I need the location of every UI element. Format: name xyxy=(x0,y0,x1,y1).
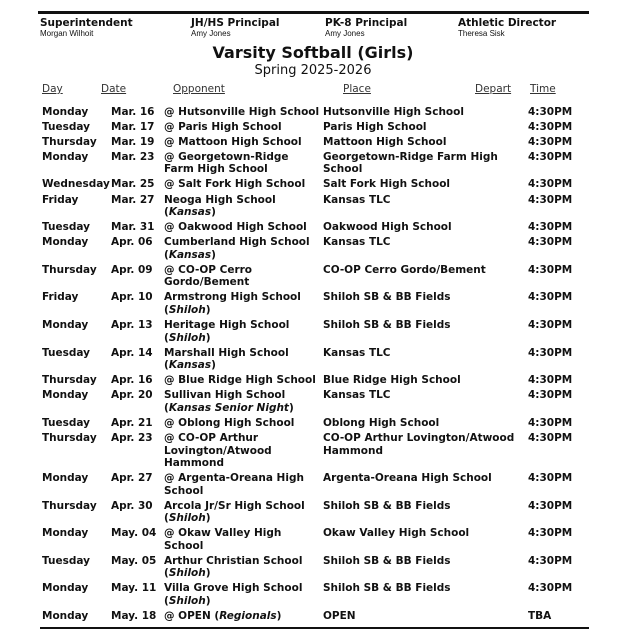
cell-place: Shiloh SB & BB Fields xyxy=(323,582,451,595)
column-header-opponent: Opponent xyxy=(173,83,225,95)
cell-date: Mar. 25 xyxy=(111,178,155,191)
cell-day: Wednesday xyxy=(42,178,110,191)
cell-date: Mar. 27 xyxy=(111,193,155,206)
table-row xyxy=(40,316,589,344)
staff-title: Superintendent xyxy=(40,17,133,29)
cell-time: 4:30PM xyxy=(528,150,573,163)
cell-time: 4:30PM xyxy=(528,120,573,133)
opponent-note: Shiloh xyxy=(168,512,206,525)
cell-time: 4:30PM xyxy=(528,554,573,567)
opponent-name: Sullivan High School xyxy=(164,389,286,402)
cell-day: Tuesday xyxy=(42,416,90,429)
cell-opponent: Arthur Christian School (Shiloh) xyxy=(164,554,303,580)
cell-day: Tuesday xyxy=(42,120,90,133)
cell-place: Kansas TLC xyxy=(323,389,391,402)
opponent-note: Kansas Senior Night xyxy=(168,401,289,414)
opponent-note: Shiloh xyxy=(168,331,206,344)
cell-date: Apr. 14 xyxy=(111,346,153,359)
cell-day: Monday xyxy=(42,472,89,485)
column-header-date: Date xyxy=(101,83,127,95)
column-header-time: Time xyxy=(530,83,556,95)
table-row xyxy=(40,219,589,234)
column-header-depart: Depart xyxy=(475,83,512,95)
table-row xyxy=(40,118,589,133)
cell-place: Blue Ridge High School xyxy=(323,374,461,387)
cell-date: Apr. 23 xyxy=(111,432,153,444)
cell-time: 4:30PM xyxy=(528,319,573,332)
cell-day: Monday xyxy=(42,389,89,402)
cell-place: Salt Fork High School xyxy=(323,178,451,191)
opponent-name: @ Okaw Valley High School xyxy=(164,527,282,552)
cell-date: May. 04 xyxy=(111,527,157,540)
cell-date: Apr. 16 xyxy=(111,374,153,387)
cell-date: Mar. 31 xyxy=(111,221,155,234)
cell-opponent xyxy=(164,178,323,191)
cell-day: Thursday xyxy=(42,499,97,512)
cell-opponent xyxy=(164,151,323,176)
staff-name: Amy Jones xyxy=(191,29,231,38)
staff-title: Athletic Director xyxy=(458,17,557,29)
table-row xyxy=(40,580,589,608)
opponent-name: @ Argenta-Oreana High School xyxy=(164,472,304,497)
cell-place: Oakwood High School xyxy=(323,221,452,234)
cell-place: Georgetown-Ridge Farm High School xyxy=(323,150,498,176)
opponent-note: Kansas xyxy=(168,359,212,372)
staff-name: Amy Jones xyxy=(325,29,365,38)
cell-opponent xyxy=(164,527,323,552)
cell-day: Thursday xyxy=(42,374,97,387)
table-row xyxy=(40,261,589,289)
cell-place: OPEN xyxy=(323,610,356,623)
cell-day: Tuesday xyxy=(42,221,90,234)
cell-day: Thursday xyxy=(42,263,97,276)
opponent-name: Villa Grove High School xyxy=(164,582,303,595)
cell-date: Apr. 10 xyxy=(111,291,153,304)
opponent-name: Arthur Christian School xyxy=(164,554,303,567)
cell-time: 4:30PM xyxy=(528,346,573,359)
cell-time: 4:30PM xyxy=(528,221,573,234)
cell-time: 4:30PM xyxy=(528,291,573,304)
page-title: Varsity Softball (Girls) xyxy=(212,43,414,62)
cell-opponent: Villa Grove High School (Shiloh) xyxy=(164,582,303,607)
cell-time: TBA xyxy=(528,610,552,623)
opponent-name: @ Oakwood High School xyxy=(164,221,307,234)
cell-place: Paris High School xyxy=(323,120,427,133)
cell-day: Thursday xyxy=(42,432,97,444)
cell-day: Monday xyxy=(42,236,89,249)
cell-date: Mar. 17 xyxy=(111,120,155,133)
cell-time: 4:30PM xyxy=(528,374,573,387)
page-subtitle: Spring 2025-2026 xyxy=(254,63,372,78)
opponent-name: Heritage High School xyxy=(164,319,290,332)
cell-place: Shiloh SB & BB Fields xyxy=(323,319,451,332)
cell-day: Monday xyxy=(42,150,89,163)
cell-date: Apr. 27 xyxy=(111,472,153,485)
cell-time: 4:30PM xyxy=(528,472,573,485)
cell-opponent xyxy=(164,374,323,387)
cell-time: 4:30PM xyxy=(528,105,573,118)
cell-opponent xyxy=(164,106,323,119)
column-header-place: Place xyxy=(343,83,371,95)
top-rule xyxy=(38,11,589,14)
staff-title: JH/HS Principal xyxy=(191,17,280,29)
cell-date: Apr. 20 xyxy=(111,389,153,402)
cell-place: Okaw Valley High School xyxy=(323,527,470,540)
table-row xyxy=(40,234,589,262)
opponent-name: @ CO-OP Arthur Lovington/Atwood Hammond xyxy=(164,432,272,469)
cell-date: Apr. 09 xyxy=(111,263,153,276)
table-row xyxy=(40,414,589,429)
table-row xyxy=(40,429,589,469)
cell-day: Monday xyxy=(42,319,89,332)
cell-place: Shiloh SB & BB Fields xyxy=(323,499,451,512)
cell-place: Kansas TLC xyxy=(323,236,391,249)
cell-place: Mattoon High School xyxy=(323,135,447,148)
cell-opponent xyxy=(164,121,323,134)
staff-name: Morgan Wilhoit xyxy=(40,29,94,38)
table-row xyxy=(40,344,589,372)
cell-place: Shiloh SB & BB Fields xyxy=(323,554,451,567)
cell-place: Argenta-Oreana High School xyxy=(323,472,492,485)
table-row xyxy=(40,525,589,553)
table-row xyxy=(40,497,589,525)
table-row xyxy=(40,387,589,415)
cell-date: Mar. 23 xyxy=(111,150,155,163)
opponent-name: Cumberland High School xyxy=(164,236,310,249)
opponent-name: @ Hutsonville High School xyxy=(164,105,320,118)
cell-date: May. 05 xyxy=(111,554,157,567)
cell-opponent xyxy=(164,472,323,497)
cell-day: Tuesday xyxy=(42,346,90,359)
opponent-name: @ Georgetown-Ridge Farm High School xyxy=(164,150,289,176)
table-row xyxy=(40,103,589,118)
column-header-day: Day xyxy=(42,83,63,95)
table-row xyxy=(40,607,589,622)
cell-time: 4:30PM xyxy=(528,582,573,595)
cell-place: Kansas TLC xyxy=(323,193,391,206)
table-row xyxy=(40,191,589,219)
staff-title: PK-8 Principal xyxy=(325,17,408,29)
opponent-name: @ CO-OP Cerro Gordo/Bement xyxy=(164,263,253,289)
cell-time: 4:30PM xyxy=(528,236,573,249)
cell-date: Apr. 21 xyxy=(111,416,153,429)
cell-opponent: Armstrong High School (Shiloh) xyxy=(164,291,301,316)
opponent-name: @ Mattoon High School xyxy=(164,135,302,148)
table-row xyxy=(40,470,589,498)
cell-date: Mar. 16 xyxy=(111,105,155,118)
opponent-name: @ Blue Ridge High School xyxy=(164,374,316,387)
cell-opponent: Arcola Jr/Sr High School (Shiloh) xyxy=(164,499,305,525)
cell-day: Monday xyxy=(42,527,89,540)
cell-day: Thursday xyxy=(42,135,97,148)
cell-opponent xyxy=(164,264,323,289)
opponent-name: @ OPEN xyxy=(164,610,211,623)
cell-date: May. 18 xyxy=(111,610,157,623)
cell-time: 4:30PM xyxy=(528,135,573,148)
cell-time: 4:30PM xyxy=(528,389,573,402)
cell-time: 4:30PM xyxy=(528,527,573,540)
cell-day: Monday xyxy=(42,610,89,623)
cell-opponent: Heritage High School (Shiloh) xyxy=(164,319,290,344)
cell-place: Hutsonville High School xyxy=(323,105,464,118)
cell-opponent: Marshall High School (Kansas) xyxy=(164,346,289,372)
opponent-name: @ Paris High School xyxy=(164,120,282,133)
opponent-name: @ Oblong High School xyxy=(164,416,295,429)
cell-time: 4:30PM xyxy=(528,178,573,191)
cell-date: Mar. 19 xyxy=(111,135,155,148)
cell-opponent xyxy=(164,136,323,149)
cell-place: Shiloh SB & BB Fields xyxy=(323,291,451,304)
table-row xyxy=(40,372,589,387)
cell-opponent: Cumberland High School (Kansas) xyxy=(164,236,310,261)
cell-date: May. 11 xyxy=(111,582,157,595)
cell-day: Friday xyxy=(42,291,79,304)
cell-day: Monday xyxy=(42,582,89,595)
staff-name: Theresa Sisk xyxy=(458,29,505,38)
staff-athletic-director xyxy=(458,17,556,38)
opponent-note: Regionals xyxy=(219,610,277,623)
table-row xyxy=(40,148,589,176)
opponent-note: Shiloh xyxy=(168,594,206,607)
cell-time: 4:30PM xyxy=(528,432,573,444)
cell-time: 4:30PM xyxy=(528,416,573,429)
staff-jhhs-principal xyxy=(191,17,280,38)
cell-day: Tuesday xyxy=(42,554,90,567)
opponent-name: Armstrong High School xyxy=(164,291,301,304)
table-row xyxy=(40,176,589,191)
cell-time: 4:30PM xyxy=(528,499,573,512)
cell-opponent xyxy=(164,417,323,430)
opponent-note: Shiloh xyxy=(168,303,206,316)
bottom-rule xyxy=(40,627,589,629)
cell-time: 4:30PM xyxy=(528,263,573,276)
staff-pk8-principal xyxy=(325,17,407,38)
cell-date: Apr. 13 xyxy=(111,319,153,332)
table-row xyxy=(40,133,589,148)
opponent-name: Arcola Jr/Sr High School xyxy=(164,499,305,512)
table-row xyxy=(40,552,589,580)
opponent-name: Marshall High School xyxy=(164,346,289,359)
cell-date: Apr. 06 xyxy=(111,236,153,249)
opponent-name: Neoga High School xyxy=(164,193,276,206)
cell-place: CO-OP Cerro Gordo/Bement xyxy=(323,263,486,276)
cell-day: Friday xyxy=(42,193,79,206)
cell-opponent: @ OPEN (Regionals) xyxy=(164,610,282,623)
cell-place: Oblong High School xyxy=(323,416,440,429)
table-row xyxy=(40,289,589,317)
cell-opponent: Neoga High School (Kansas) xyxy=(164,193,276,219)
cell-date: Apr. 30 xyxy=(111,499,153,512)
cell-opponent xyxy=(164,221,323,234)
cell-opponent xyxy=(164,432,323,470)
cell-time: 4:30PM xyxy=(528,193,573,206)
opponent-note: Kansas xyxy=(168,248,212,261)
cell-day: Monday xyxy=(42,105,89,118)
cell-place: CO-OP Arthur Lovington/Atwood Hammond xyxy=(323,432,515,457)
cell-opponent: Sullivan High School (Kansas Senior Night) xyxy=(164,389,294,414)
cell-place: Kansas TLC xyxy=(323,346,391,359)
schedule-table xyxy=(40,103,589,629)
opponent-note: Kansas xyxy=(168,206,212,219)
opponent-name: @ Salt Fork High School xyxy=(164,178,306,191)
opponent-note: Shiloh xyxy=(168,567,206,580)
staff-superintendent xyxy=(40,17,133,38)
